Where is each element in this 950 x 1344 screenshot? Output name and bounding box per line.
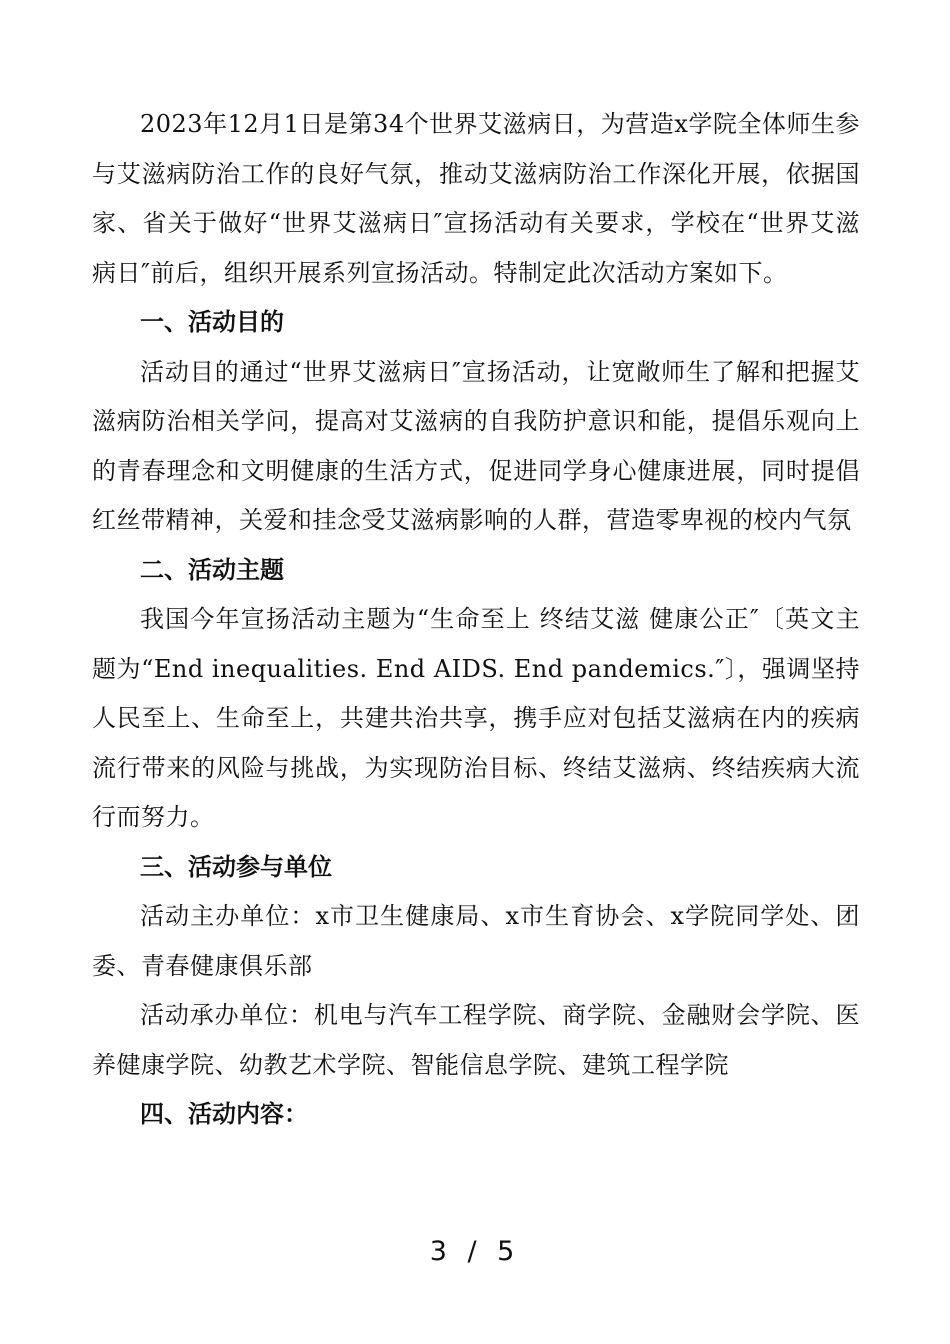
page-number: 3 / 5 xyxy=(429,1236,521,1267)
purpose-paragraph: 活动目的通过“世界艾滋病日″宣扬活动，让宽敞师生了解和把握艾滋病防治相关学问，提高对艾滋病的自我防护意识和能，提倡乐观向上的青春理念和文明健康的生活方式，促进同学身心健康进展，同时提倡红丝带精神，关爱和挂念受艾滋病影响的人群，营造零卑视的校内气氛 xyxy=(92,357,860,534)
section-heading-units: 三、活动参与单位 xyxy=(140,852,332,881)
hosts-paragraph: 活动承办单位：机电与汽车工程学院、商学院、金融财会学院、医养健康学院、幼教艺术学院、智能信息学院、建筑工程学院 xyxy=(92,1001,860,1079)
section-heading-purpose: 一、活动目的 xyxy=(140,308,284,336)
intro-paragraph: 2023年12月1日是第34个世界艾滋病日，为营造x学院全体师生参与艾滋病防治工作的良好气氛，推动艾滋病防治工作深化开展，依据国家、省关于做好“世界艾滋病日″宣扬活动有关要求，学校在“世界艾滋病日″前后，组织开展系列宣扬活动。特制定此次活动方案如下。 xyxy=(92,110,860,287)
section-heading-content: 四、活动内容： xyxy=(140,1100,308,1128)
document-page xyxy=(92,100,860,1140)
organizers-paragraph: 活动主办单位：x市卫生健康局、x市生育协会、x学院同学处、团委、青春健康俱乐部 xyxy=(92,902,860,980)
theme-paragraph: 我国今年宣扬活动主题为“生命至上 终结艾滋 健康公正″〔英文主题为“End inequalities. End AIDS. End pandemics.″〕，强调坚持人民至上、生命至上，共建共治共享，携手应对包括艾滋病在内的疾病流行带来的风险与挑战，为实现防治目标、终结艾滋病、终结疾病大流行而努力。 xyxy=(92,605,860,831)
section-heading-theme: 二、活动主题 xyxy=(140,555,284,584)
